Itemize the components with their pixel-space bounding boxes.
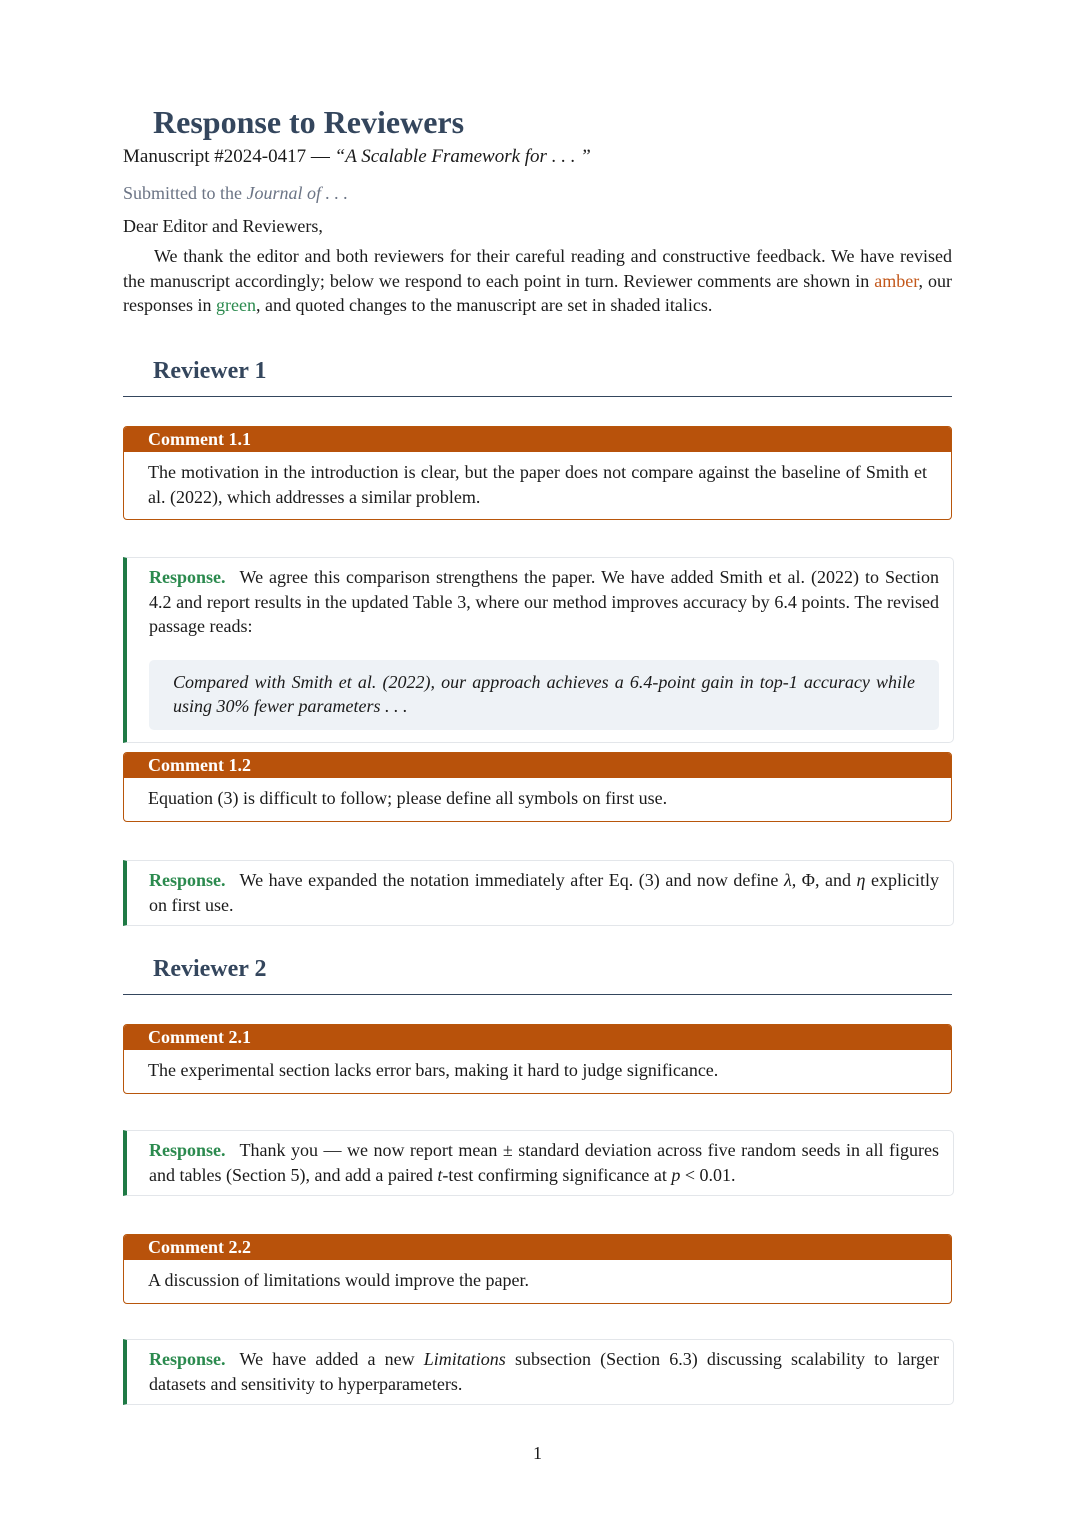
response-2-1-body (127, 1131, 953, 1195)
response-2-1-text: -test confirming significance at (442, 1164, 672, 1185)
reviewer-1-heading (123, 360, 952, 397)
intro-text: We thank the editor and both reviewers for their careful reading and constructive feedback. We have revised the manuscript accordingly; below we respond to each point in turn. Reviewer comments are shown in (123, 246, 952, 291)
response-2-2 (123, 1339, 954, 1405)
reviewer-2-title: Reviewer 2 (153, 956, 267, 982)
response-label: Response. (149, 1140, 226, 1160)
manuscript-title: “A Scalable Framework for . . . ” (334, 146, 591, 167)
response-2-1 (123, 1130, 954, 1196)
response-label: Response. (149, 1349, 226, 1369)
response-label: Response. (149, 567, 226, 587)
comment-2-1 (123, 1024, 952, 1094)
lambda-symbol: λ (783, 870, 792, 890)
response-1-2-text: explicitly on first use. (149, 870, 939, 915)
page-number: 1 (533, 1443, 542, 1463)
intro-paragraph (123, 244, 952, 318)
manuscript-id: Manuscript #2024-0417 — (123, 146, 335, 167)
response-label: Response. (149, 870, 226, 890)
response-2-1-text: < 0.01. (680, 1164, 736, 1185)
t-symbol: t (437, 1164, 443, 1185)
manuscript-line (123, 146, 591, 168)
comment-2-1-text: The experimental section lacks error bars, making it hard to judge significance. (148, 1060, 719, 1080)
comment-2-1-label: Comment 2.1 (124, 1025, 951, 1050)
amber-keyword: amber (874, 270, 919, 291)
comment-1-2-text: Equation (3) is difficult to follow; please define all symbols on first use. (148, 788, 668, 808)
submitted-line (123, 183, 348, 204)
submitted-prefix: Submitted to the (123, 183, 247, 203)
journal-name: Journal of . . . (246, 183, 348, 203)
intro-text: , and quoted changes to the manuscript are set in shaded italics. (255, 295, 713, 316)
manuscript-change-quote: Compared with Smith et al. (2022), our approach achieves a 6.4-point gain in top-1 accuracy while using 30% fewer parameters . . . (149, 660, 939, 730)
intro-text: , our responses in (123, 270, 952, 316)
salutation: Dear Editor and Reviewers, (123, 216, 323, 236)
comment-1-1 (123, 426, 952, 520)
limitations-term: Limitations (423, 1349, 506, 1369)
comment-1-1-label: Comment 1.1 (124, 427, 951, 452)
comment-2-2-label: Comment 2.2 (124, 1235, 951, 1260)
response-1-2 (123, 860, 954, 926)
green-keyword: green (216, 295, 256, 316)
comment-2-2-text: A discussion of limitations would improve the paper. (148, 1270, 529, 1290)
response-1-1 (123, 557, 954, 743)
eta-symbol: η (856, 870, 866, 890)
comment-1-2-label: Comment 1.2 (124, 753, 951, 778)
response-2-2-text: We have added a new (239, 1349, 424, 1369)
comment-1-1-text: The motivation in the introduction is clear, but the paper does not compare against the baseline of Smith et al. (2022), which addresses a similar problem. (148, 462, 927, 507)
reviewer-1-title: Reviewer 1 (153, 358, 267, 384)
response-2-2-text: subsection (Section 6.3) discussing scalability to larger datasets and sensitivity to hyperparameters. (149, 1349, 939, 1394)
page-title: Response to Reviewers (153, 104, 465, 140)
response-2-2-body (127, 1340, 953, 1404)
comment-1-2 (123, 752, 952, 822)
reviewer-2-heading (123, 958, 952, 995)
p-symbol: p (671, 1164, 681, 1185)
response-1-1-text: We agree this comparison strengthens the paper. We have added Smith et al. (2022) to Section 4.2 and report results in the updated Table 3, where our method improves accuracy by 6.4 points. The revised passage reads: (149, 567, 939, 637)
comment-2-2 (123, 1234, 952, 1304)
response-2-1-text: Thank you — we now report mean ± standard deviation across five random seeds in all figures and tables (Section 5), and add a paired (149, 1140, 939, 1185)
response-1-2-text: , Φ, and (791, 870, 857, 890)
response-1-2-body (127, 861, 953, 925)
response-1-2-text: We have expanded the notation immediately after Eq. (3) and now define (239, 870, 784, 890)
response-1-1-body (127, 558, 953, 647)
